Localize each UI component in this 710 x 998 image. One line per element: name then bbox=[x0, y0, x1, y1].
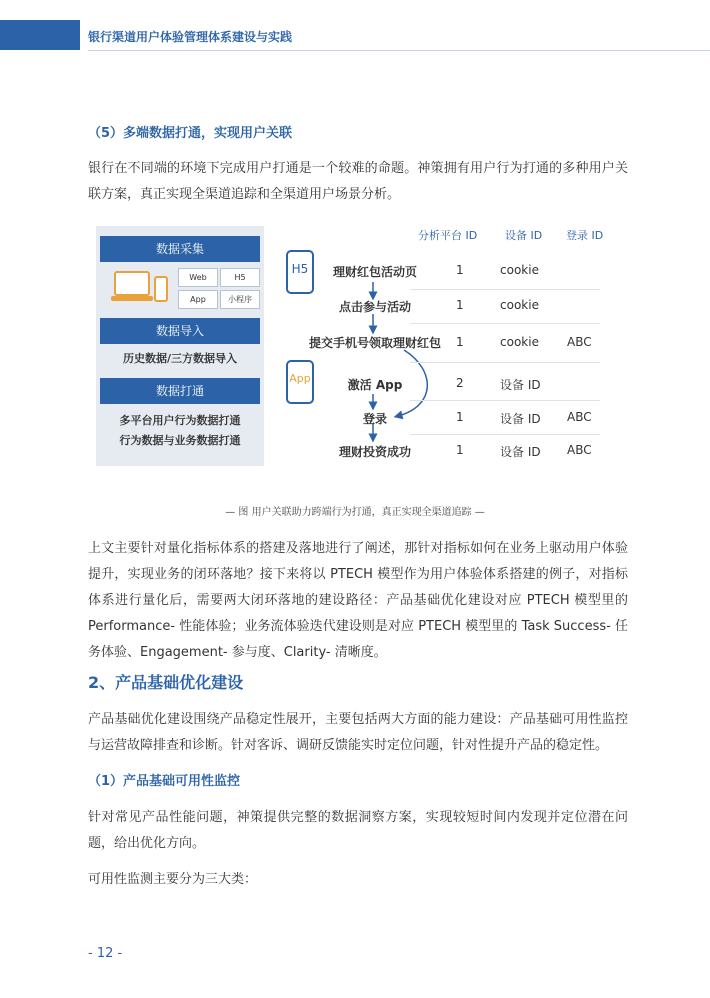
band-data-collection: 数据采集 bbox=[100, 236, 260, 262]
column-login-id: 登录 ID bbox=[566, 229, 604, 242]
header-title: 银行渠道用户体验管理体系建设与实践 bbox=[88, 30, 293, 44]
device-id-4: 设备 ID bbox=[500, 378, 541, 392]
band-data-merge: 数据打通 bbox=[100, 378, 260, 404]
chip-mini-program: 小程序 bbox=[220, 290, 260, 309]
row-divider bbox=[410, 400, 600, 401]
section-2-1-paragraph-2: 可用性监测主要分为三大类： bbox=[88, 872, 258, 887]
device-id-1: cookie bbox=[500, 263, 539, 277]
device-id-6: 设备 ID bbox=[500, 445, 541, 459]
login-id-5: ABC bbox=[567, 410, 592, 424]
flow-step-4: 激活 App bbox=[347, 378, 403, 392]
merge-text-2: 行为数据与业务数据打通 bbox=[119, 434, 241, 447]
h5-label: H5 bbox=[291, 262, 309, 276]
phone-icon bbox=[154, 276, 168, 302]
page-number: - 12 - bbox=[88, 946, 123, 961]
column-device-id: 设备 ID bbox=[505, 229, 543, 242]
flow-step-1: 理财红包活动页 bbox=[332, 265, 417, 279]
import-text: 历史数据/三方数据导入 bbox=[122, 352, 238, 365]
figure-caption: — 图 用户关联助力跨端行为打通，真正实现全渠道追踪 — bbox=[225, 507, 485, 518]
laptop-icon bbox=[110, 270, 154, 304]
login-id-6: ABC bbox=[567, 443, 592, 457]
platform-id-6: 1 bbox=[456, 443, 464, 457]
figure-data-panel bbox=[96, 226, 264, 466]
login-id-3: ABC bbox=[567, 335, 592, 349]
chip-web: Web bbox=[178, 268, 218, 287]
platform-id-5: 1 bbox=[456, 410, 464, 424]
device-id-2: cookie bbox=[500, 298, 539, 312]
platform-id-3: 1 bbox=[456, 335, 464, 349]
row-divider bbox=[410, 362, 600, 363]
section-5-heading: （5）多端数据打通，实现用户关联 bbox=[88, 126, 293, 141]
row-divider bbox=[410, 323, 600, 324]
row-divider bbox=[410, 289, 600, 290]
section-2-heading: 2、产品基础优化建设 bbox=[88, 673, 244, 692]
flow-step-6: 理财投资成功 bbox=[338, 445, 411, 459]
device-id-5: 设备 ID bbox=[500, 412, 541, 426]
chip-app: App bbox=[178, 290, 218, 309]
app-label: App bbox=[289, 372, 311, 385]
intro-paragraph: 上文主要针对量化指标体系的搭建及落地进行了阐述，那针对指标如何在业务上驱动用户体验提升，实现业务的闭环落地？接下来将以 PTECH 模型作为用户体验体系搭建的例子，对指标体系进行量化后，需要两大闭环落地的建设路径：产品基础优化建设对应 PTECH 模型里的 Performance- 性能体验；业务流体验迭代建设则是对应 PTECH 模型里的 Task Success- 任务体验、Engagement- 参与度、Clarity- 清晰度。 bbox=[88, 541, 628, 660]
device-id-3: cookie bbox=[500, 335, 539, 349]
section-5-paragraph: 银行在不同端的环境下完成用户打通是一个较难的命题。神策拥有用户行为打通的多种用户关联方案，真正实现全渠道追踪和全渠道用户场景分析。 bbox=[88, 161, 628, 202]
merge-text-1: 多平台用户行为数据打通 bbox=[119, 414, 241, 427]
column-platform-id: 分析平台 ID bbox=[418, 229, 478, 242]
section-2-1-heading: （1）产品基础可用性监控 bbox=[88, 774, 241, 789]
flow-step-2: 点击参与活动 bbox=[338, 300, 411, 314]
section-2-1-paragraph: 针对常见产品性能问题，神策提供完整的数据洞察方案，实现较短时间内发现并定位潜在问题，给出优化方向。 bbox=[88, 810, 628, 851]
header-divider bbox=[88, 50, 710, 51]
header-accent-bar bbox=[0, 20, 80, 50]
band-data-import: 数据导入 bbox=[100, 318, 260, 344]
platform-id-1: 1 bbox=[456, 263, 464, 277]
flow-step-3: 提交手机号领取理财红包 bbox=[308, 336, 441, 350]
row-divider bbox=[410, 434, 600, 435]
chip-h5: H5 bbox=[220, 268, 260, 287]
platform-id-2: 1 bbox=[456, 298, 464, 312]
flow-step-5: 登录 bbox=[362, 412, 387, 426]
section-2-paragraph: 产品基础优化建设围绕产品稳定性展开，主要包括两大方面的能力建设：产品基础可用性监控与运营故障排查和诊断。针对客诉、调研反馈能实时定位问题，针对性提升产品的稳定性。 bbox=[88, 712, 628, 753]
platform-id-4: 2 bbox=[456, 376, 464, 390]
